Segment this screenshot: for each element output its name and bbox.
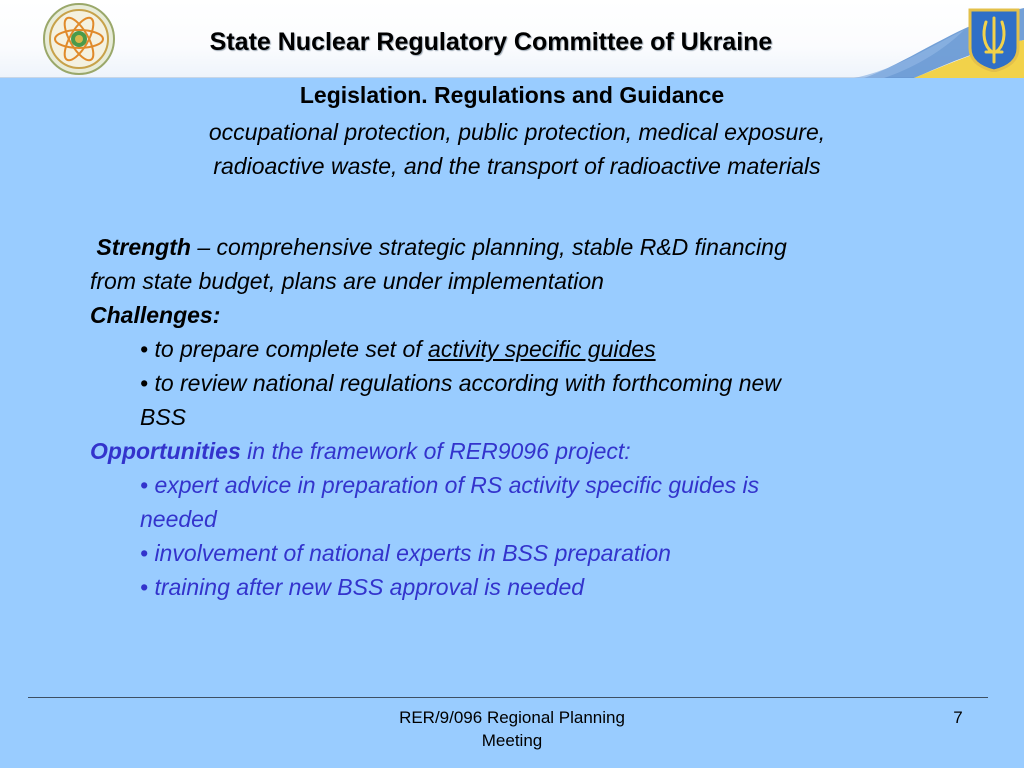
challenges-label: Challenges:: [90, 302, 221, 328]
footer-line: Meeting: [481, 731, 543, 750]
strength-text-continued: from state budget, plans are under implementation: [90, 268, 604, 294]
opportunity-item: • training after new BSS approval is needed: [140, 574, 585, 600]
footer-line: RER/9/096 Regional Planning: [399, 708, 625, 727]
activity-specific-guides-text: activity specific guides: [428, 336, 656, 362]
opportunity-item: • involvement of national experts in BSS preparation: [140, 540, 671, 566]
footer-meeting-name: [372, 706, 652, 752]
ukraine-coat-of-arms-icon: [968, 8, 1020, 72]
footer-divider: [28, 697, 988, 698]
subheading-line: radioactive waste, and the transport of radioactive materials: [213, 153, 821, 179]
opportunity-item-continued: needed: [140, 506, 217, 532]
strength-text: – comprehensive strategic planning, stable R&D financing: [190, 234, 787, 260]
opportunities-text: in the framework of RER9096 project:: [240, 438, 631, 464]
challenge-text: • to prepare complete set of: [140, 336, 429, 362]
slide-header: [0, 0, 1024, 78]
slide-subheading: [0, 115, 1024, 183]
page-number: 7: [953, 708, 963, 727]
subheading-line: occupational protection, public protection, medical exposure,: [208, 119, 826, 145]
opportunities-label: Opportunities: [90, 438, 241, 464]
organization-title: State Nuclear Regulatory Committee of Ukraine: [209, 28, 773, 56]
challenge-item: • to review national regulations according with forthcoming new: [140, 370, 781, 396]
slide-heading: Legislation. Regulations and Guidance: [299, 82, 725, 108]
opportunities-line: [90, 434, 970, 468]
opportunity-item: • expert advice in preparation of RS activity specific guides is: [140, 472, 760, 498]
strength-label: Strength: [96, 234, 191, 260]
challenge-item-continued: BSS: [140, 404, 187, 430]
challenge-item: [90, 332, 970, 366]
slide-body: [90, 230, 970, 604]
strength-line: [90, 230, 970, 264]
